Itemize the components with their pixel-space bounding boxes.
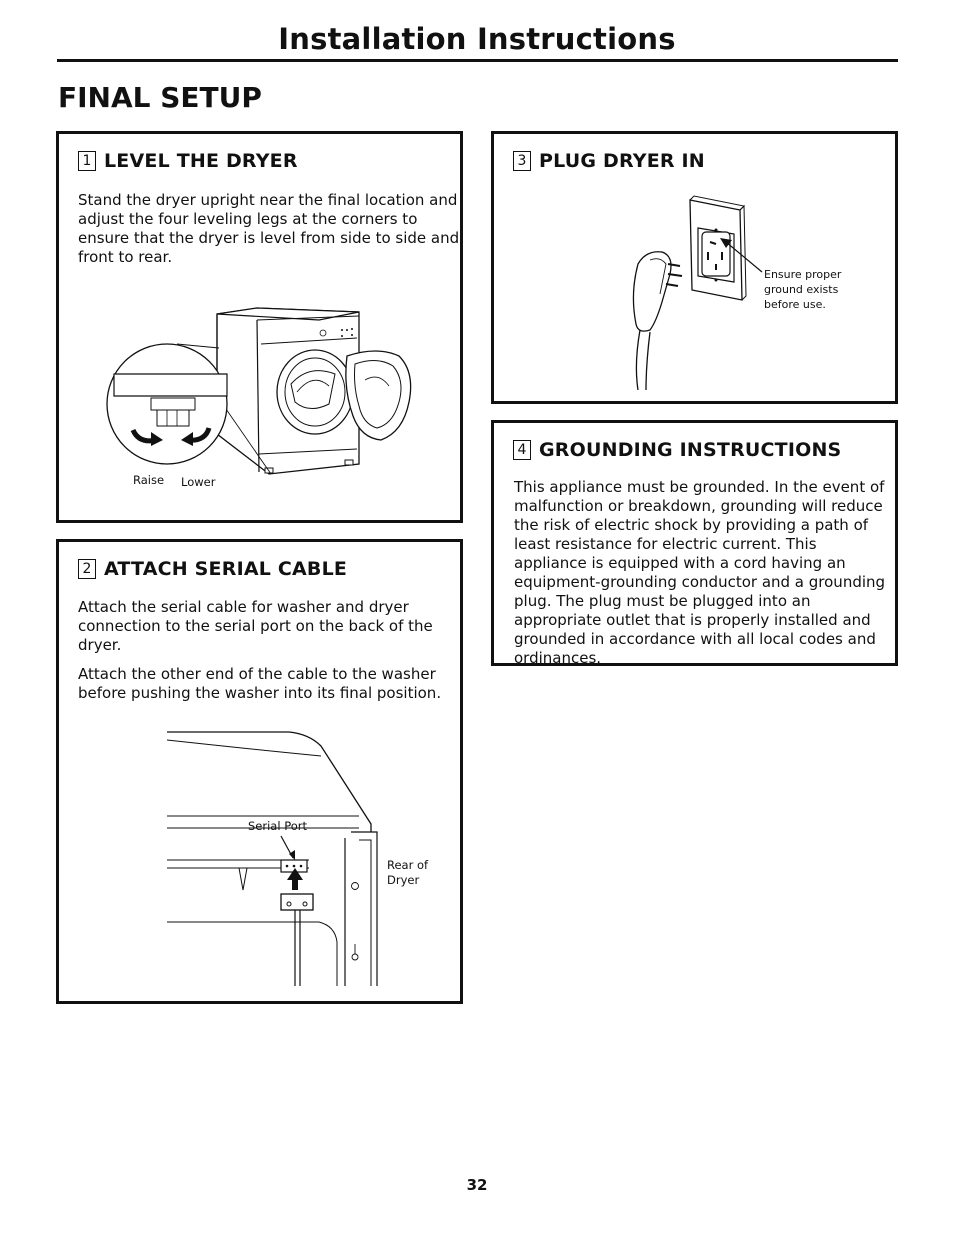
section-title: FINAL SETUP bbox=[58, 81, 262, 114]
page-number: 32 bbox=[466, 1176, 488, 1194]
step-1-number: 1 bbox=[78, 151, 96, 171]
step-1-panel bbox=[56, 131, 463, 523]
step-1-title: LEVEL THE DRYER bbox=[104, 150, 298, 172]
step-2-paragraph-1: Attach the serial cable for washer and dryer connection to the serial port on the back of the dryer. bbox=[78, 598, 433, 654]
step-2-number: 2 bbox=[78, 559, 96, 579]
step-4-panel bbox=[491, 420, 898, 666]
step-4-paragraph: This appliance must be grounded. In the event of malfunction or breakdown, grounding will reduce the risk of electric shock by providing a path of least resistance for electric current. This appliance is equipped with a cord having an equipment-grounding conductor and a grounding plug. The plug must be plugged into an appropriate outlet that is properly installed and grounded in accordance with all local codes and ordinances. bbox=[514, 478, 886, 667]
step-3-panel bbox=[491, 131, 898, 404]
dryer-leveling-illustration bbox=[59, 134, 466, 526]
page-header-title: Installation Instructions bbox=[278, 22, 676, 56]
step-1-paragraph: Stand the dryer upright near the final location and adjust the four leveling legs at the corners to ensure that the dryer is level from side to side and front to rear. bbox=[78, 191, 460, 266]
step-4-number: 4 bbox=[513, 440, 531, 460]
step-4-title: GROUNDING INSTRUCTIONS bbox=[539, 439, 842, 461]
serial-port-label: Serial Port bbox=[248, 819, 307, 833]
raise-label: Raise bbox=[133, 473, 165, 487]
ground-note-label: Ensure proper ground exists before use. bbox=[764, 268, 842, 311]
rear-of-dryer-label: Rear of Dryer bbox=[387, 858, 429, 887]
step-3-number: 3 bbox=[513, 151, 531, 171]
header-rule bbox=[57, 59, 898, 62]
lower-label: Lower bbox=[181, 475, 216, 489]
step-4-heading bbox=[513, 439, 841, 461]
step-3-title: PLUG DRYER IN bbox=[539, 150, 705, 172]
step-2-panel bbox=[56, 539, 463, 1004]
step-2-paragraph-2: Attach the other end of the cable to the washer before pushing the washer into its final position. bbox=[78, 665, 442, 702]
serial-cable-illustration bbox=[59, 542, 466, 1007]
step-2-title: ATTACH SERIAL CABLE bbox=[104, 558, 348, 580]
step-4-text bbox=[514, 478, 890, 678]
